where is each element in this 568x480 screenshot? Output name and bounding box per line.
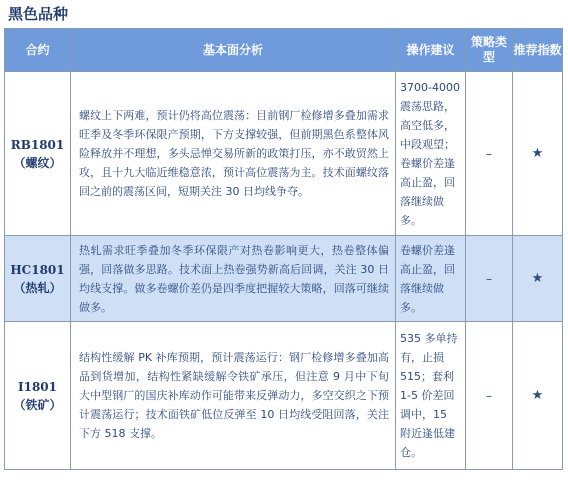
table-row	[5, 322, 563, 470]
recommendation-table	[4, 28, 563, 470]
advice-cell: 卷螺价差逢高止盈，回落继续做多。	[396, 236, 466, 322]
table-header-row	[5, 29, 563, 72]
contract-name: （热轧）	[13, 280, 62, 295]
analysis-cell: 结构性缓解 PK 补库预期，预计震荡运行：钢厂检修增多叠加高品到货增加，结构性紧缺缓解令铁矿承压，但注意 9 月中下旬大中型钢厂的国庆补库动作可能带来反弹动力，多空交织之下预计震荡运行；技术面铁矿低位反弹至 10 日均线受阻回落，关注下方 518 支撑。	[71, 322, 396, 470]
rating-star-icon: ★	[513, 72, 563, 236]
analysis-cell: 螺纹上下两难，预计仍将高位震荡：目前钢厂检修增多叠加需求旺季及冬季环保限产预期，下方支撑较强，但前期黑色系整体风险释放并不理想，多头忌惮交易所新的政策打压，亦不敢贸然上攻，且十九大临近维稳意浓，预计高位震荡为主。技术面螺纹落回之前的震荡区间，短期关注 30 日均线争夺。	[71, 72, 396, 236]
strategy-cell: –	[466, 72, 513, 236]
header-contract: 合约	[5, 29, 71, 72]
advice-cell: 3700-4000 震荡思路，高空低多，中段观望；卷螺价差逢高止盈，回落继续做多。	[396, 72, 466, 236]
contract-code: I1801	[17, 379, 57, 394]
header-rating: 推荐指数	[513, 29, 563, 72]
strategy-cell: –	[466, 322, 513, 470]
contract-name: （螺纹）	[13, 155, 62, 170]
contract-cell	[5, 72, 71, 236]
table-row	[5, 72, 563, 236]
advice-cell: 535 多单持有，止损 515；套利 1-5 价差回调中，15 附近逢低建仓。	[396, 322, 466, 470]
contract-cell	[5, 322, 71, 470]
header-advice: 操作建议	[396, 29, 466, 72]
analysis-cell: 热轧需求旺季叠加冬季环保限产对热卷影响更大，热卷整体偏强，回落做多思路。技术面上热卷强势新高后回调，关注 30 日均线支撑。做多卷螺价差仍是四季度把握较大策略，回落可继续做多。	[71, 236, 396, 322]
contract-cell	[5, 236, 71, 322]
section-title: 黑色品种	[8, 5, 69, 23]
header-strategy-type: 策略类型	[466, 29, 513, 72]
contract-code: HC1801	[10, 262, 65, 277]
contract-code: RB1801	[10, 137, 65, 152]
strategy-cell: –	[466, 236, 513, 322]
table-row	[5, 236, 563, 322]
rating-star-icon: ★	[513, 236, 563, 322]
contract-name: （铁矿）	[13, 397, 62, 412]
rating-star-icon: ★	[513, 322, 563, 470]
header-analysis: 基本面分析	[71, 29, 396, 72]
